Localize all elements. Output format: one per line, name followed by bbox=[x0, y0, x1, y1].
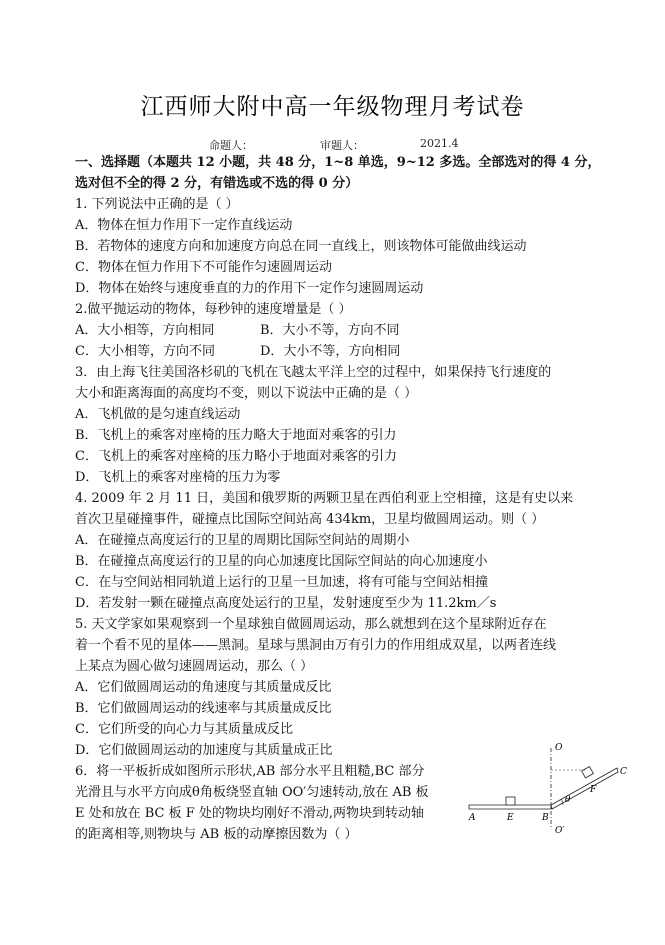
q5-option-a: A．它们做圆周运动的角速度与其质量成反比 bbox=[75, 680, 332, 695]
q2-option-d: D．大小不等，方向相同 bbox=[260, 344, 401, 359]
exam-title: 江西师大附中高一年级物理月考试卷 bbox=[140, 94, 525, 120]
block-f bbox=[582, 767, 594, 778]
label-o-prime: O′ bbox=[555, 826, 565, 836]
q5-stem-line1: 5. 天文学家如果观察到一个星球独自做圆周运动，那么就想到在这个星球附近存在 bbox=[75, 617, 547, 632]
q5-option-d: D．它们做圆周运动的加速度与其质量成正比 bbox=[75, 743, 333, 758]
q2-stem: 2.做平抛运动的物体，每秒钟的速度增量是（ ） bbox=[75, 302, 352, 317]
setter-label: 命题人： bbox=[209, 139, 253, 152]
section-header-line1: 一、选择题（本题共 12 小题，共 48 分，1~8 单选，9~12 多选。全部选对的得 4 分， bbox=[75, 155, 601, 170]
label-o: O bbox=[555, 743, 563, 753]
block-e bbox=[506, 797, 515, 805]
q3-option-b: B．飞机上的乘客对座椅的压力略大于地面对乘客的引力 bbox=[75, 428, 397, 443]
q3-stem-line1: 3．由上海飞往美国洛杉矶的飞机在飞越太平洋上空的过程中，如果保持飞行速度的 bbox=[75, 365, 552, 380]
q4-option-d: D．若发射一颗在碰撞点高度处运行的卫星，发射速度至少为 11.2km／s bbox=[75, 596, 497, 611]
q5-option-c: C．它们所受的向心力与其质量成反比 bbox=[75, 722, 293, 737]
q6-stem-line1: 6．将一平板折成如图所示形状,AB 部分水平且粗糙,BC 部分 bbox=[75, 764, 425, 779]
label-c: C bbox=[620, 767, 627, 777]
q1-option-d: D．物体在始终与速度垂直的力的作用下一定作匀速圆周运动 bbox=[75, 281, 424, 296]
q4-stem-line2: 首次卫星碰撞事件，碰撞点比国际空间站高 434km，卫星均做圆周运动。则（ ） bbox=[75, 512, 545, 527]
q5-stem-line2: 着一个看不见的星体——黑洞。星球与黑洞由万有引力的作用组成双星，以两者连线 bbox=[75, 638, 557, 653]
label-e: E bbox=[507, 813, 514, 823]
q1-option-a: A．物体在恒力作用下一定作直线运动 bbox=[75, 218, 293, 233]
q4-option-b: B．在碰撞点高度运行的卫星的向心加速度比国际空间站的向心加速度小 bbox=[75, 554, 488, 569]
label-f: F bbox=[590, 785, 597, 795]
q2-option-c: C．大小相等，方向不同 bbox=[75, 344, 215, 359]
q1-option-c: C．物体在恒力作用下不可能作匀速圆周运动 bbox=[75, 260, 332, 275]
q5-stem-line3: 上某点为圆心做匀速圆周运动，那么（ ） bbox=[75, 659, 314, 674]
q2-option-b: B．大小不等，方向不同 bbox=[260, 323, 400, 338]
section-header-line2: 选对但不全的得 2 分，有错选或不选的得 0 分） bbox=[75, 176, 359, 191]
q6-figure bbox=[465, 738, 635, 838]
q3-option-a: A．飞机做的是匀速直线运动 bbox=[75, 407, 241, 422]
q5-option-b: B．它们做圆周运动的线速率与其质量成反比 bbox=[75, 701, 332, 716]
plate-ab bbox=[469, 805, 551, 809]
q6-stem-line3: E 处和放在 BC 板 F 处的物块均刚好不滑动,两物块到转动轴 bbox=[75, 806, 425, 821]
q6-stem-line4: 的距离相等,则物块与 AB 板的动摩擦因数为（ ） bbox=[75, 827, 358, 842]
q3-option-c: C．飞机上的乘客对座椅的压力略小于地面对乘客的引力 bbox=[75, 449, 397, 464]
q3-stem-line2: 大小和距离海面的高度均不变，则以下说法中正确的是（ ） bbox=[75, 386, 418, 401]
q1-stem: 1. 下列说法中正确的是（ ） bbox=[75, 197, 239, 212]
exam-date: 2021.4 bbox=[420, 137, 459, 150]
label-a: A bbox=[469, 813, 476, 823]
q4-stem-line1: 4. 2009 年 2 月 11 日，美国和俄罗斯的两颗卫星在西伯利亚上空相撞，这是有史以来 bbox=[75, 491, 574, 506]
label-theta: θ bbox=[565, 795, 571, 805]
q2-option-a: A．大小相等，方向相同 bbox=[75, 323, 215, 338]
q4-option-a: A．在碰撞点高度运行的卫星的周期比国际空间站的周期小 bbox=[75, 533, 410, 548]
label-b: B bbox=[542, 813, 549, 823]
reviewer-label: 审题人： bbox=[320, 139, 364, 152]
q4-option-c: C．在与空间站相同轨道上运行的卫星一旦加速，将有可能与空间站相撞 bbox=[75, 575, 488, 590]
q1-option-b: B．若物体的速度方向和加速度方向总在同一直线上，则该物体可能做曲线运动 bbox=[75, 239, 527, 254]
q6-stem-line2: 光滑且与水平方向成θ角板绕竖直轴 OO′匀速转动,放在 AB 板 bbox=[75, 785, 429, 800]
q3-option-d: D．飞机上的乘客对座椅的压力为零 bbox=[75, 470, 281, 485]
